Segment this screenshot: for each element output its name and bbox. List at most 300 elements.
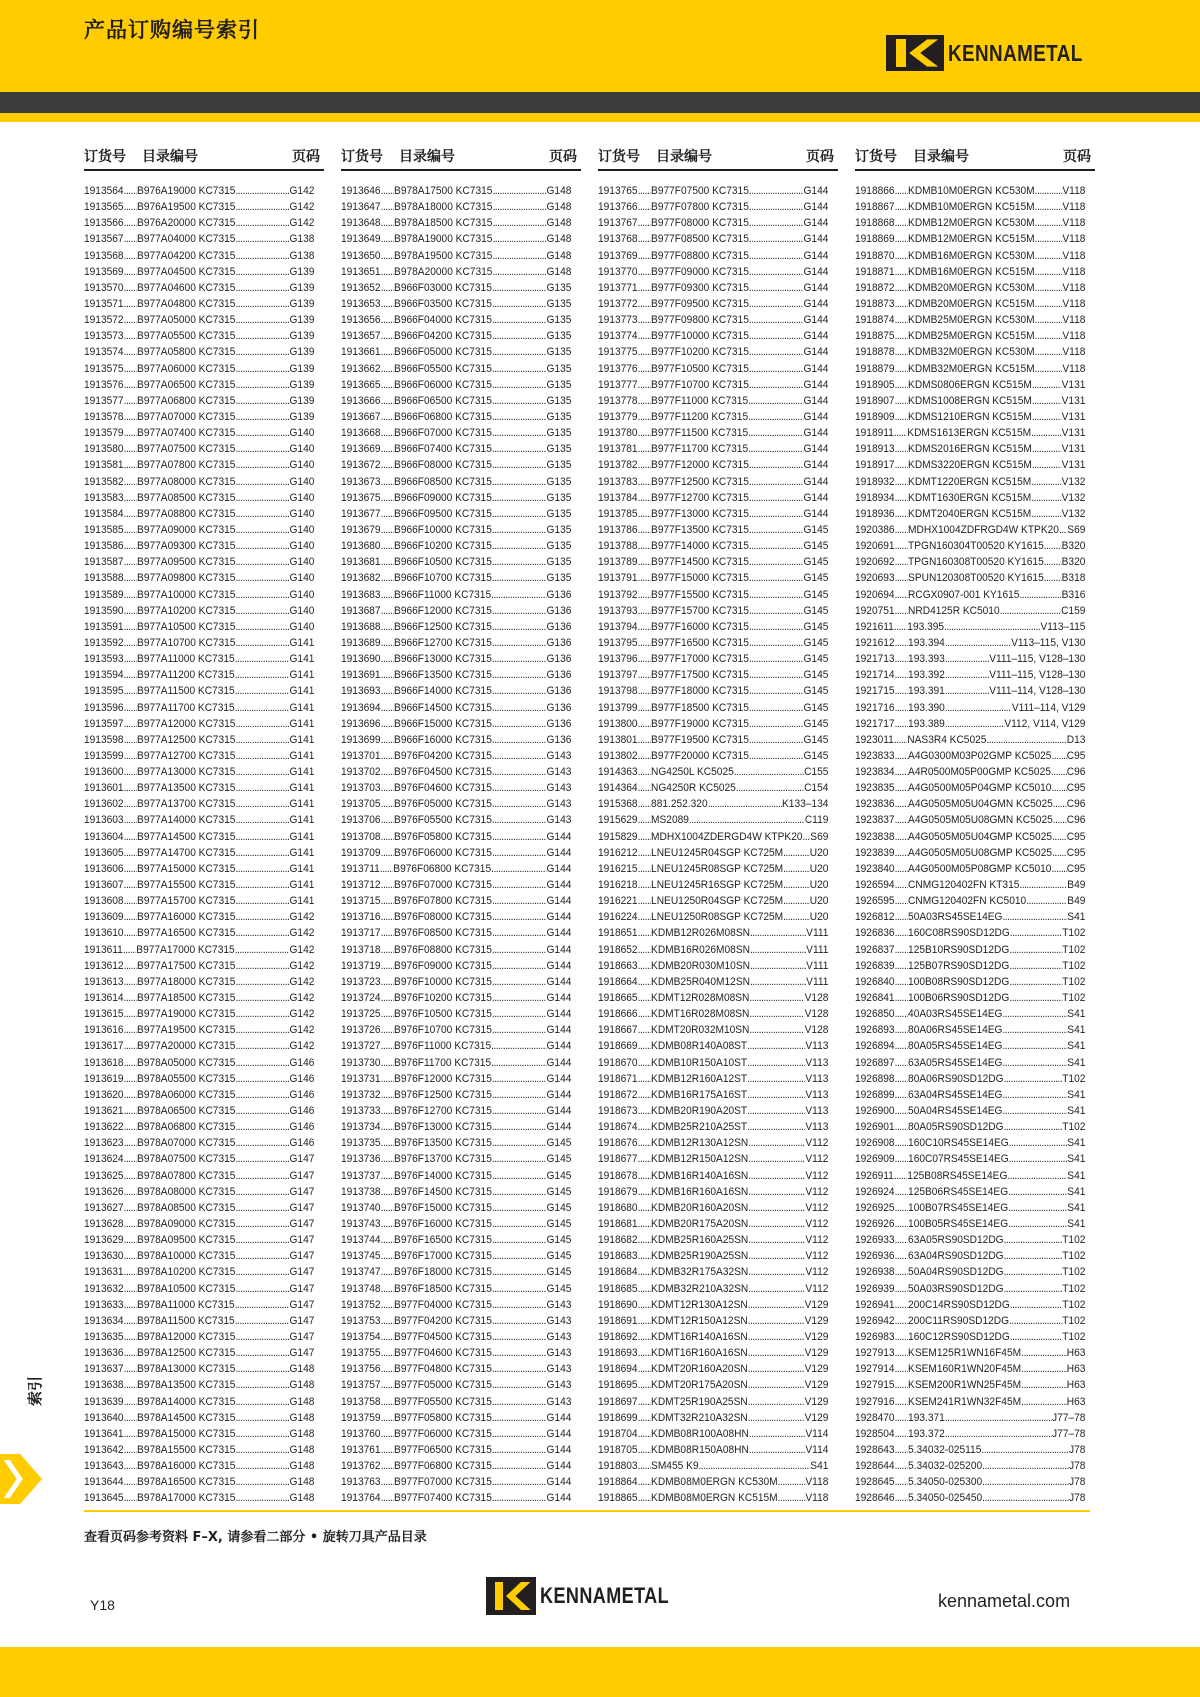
table-row	[598, 425, 828, 441]
table-row	[341, 829, 571, 845]
table-row	[84, 474, 314, 490]
catalog-number: B977A04800 KC7315	[137, 297, 236, 310]
catalog-number: B977F09000 KC7315	[651, 265, 749, 278]
leader-dots	[1010, 1297, 1062, 1313]
page-reference: G143	[546, 1363, 572, 1376]
order-number: 1913584	[84, 507, 124, 520]
page-reference: V111–115, V128–130	[989, 653, 1086, 666]
order-number: 1913576	[84, 378, 124, 391]
page-reference: V132	[1061, 507, 1086, 520]
page-reference: G139	[289, 394, 315, 407]
page-reference: S69	[1067, 523, 1086, 536]
page-reference: G140	[289, 588, 315, 601]
page-reference: G144	[803, 297, 829, 310]
leader-dots	[491, 587, 546, 603]
catalog-number: 50A03RS45SE14EG	[908, 911, 1003, 924]
leader-dots	[748, 393, 803, 409]
leader-dots	[638, 1281, 651, 1297]
table-row	[84, 554, 314, 570]
leader-dots	[748, 1264, 805, 1280]
table-row	[84, 651, 314, 667]
page-reference: C154	[804, 782, 829, 795]
order-number: 1913597	[84, 717, 124, 730]
table-row	[598, 845, 828, 861]
order-number: 1913668	[341, 427, 381, 440]
catalog-number: SPUN120308T00520 KY1615	[908, 572, 1044, 585]
header-order-number: 订货号	[341, 149, 383, 165]
leader-dots	[638, 716, 651, 732]
catalog-number: B977A10500 KC7315	[137, 620, 236, 633]
page-reference: G143	[546, 1314, 572, 1327]
table-row	[84, 1361, 314, 1377]
page-reference: G145	[803, 653, 829, 666]
table-row	[598, 409, 828, 425]
order-number: 1913784	[598, 491, 638, 504]
leader-dots	[895, 700, 908, 716]
catalog-number: B977A06500 KC7315	[137, 378, 236, 391]
catalog-number: 63A05RS90SD12DG	[908, 1234, 1004, 1247]
leader-dots	[638, 1394, 651, 1410]
order-number: 1915368	[598, 798, 638, 811]
order-number: 1913606	[84, 862, 124, 875]
leader-dots	[235, 393, 289, 409]
page-reference: G147	[289, 1347, 315, 1360]
column-header	[598, 144, 838, 171]
page-reference: S41	[1067, 1008, 1086, 1021]
leader-dots	[235, 877, 289, 893]
leader-dots	[1010, 1329, 1062, 1345]
order-number: 1913669	[341, 443, 381, 456]
order-number: 1913759	[341, 1411, 381, 1424]
leader-dots	[381, 877, 394, 893]
leader-dots	[1004, 1281, 1063, 1297]
leader-dots	[124, 958, 137, 974]
leader-dots	[638, 231, 651, 247]
order-number: 1913725	[341, 1008, 381, 1021]
leader-dots	[638, 393, 651, 409]
leader-dots	[235, 651, 290, 667]
leader-dots	[124, 1377, 137, 1393]
table-row	[341, 1410, 571, 1426]
page-reference: T102	[1062, 959, 1086, 972]
leader-dots	[124, 1345, 137, 1361]
catalog-number: B977A05800 KC7315	[137, 346, 236, 359]
table-row	[84, 490, 314, 506]
leader-dots	[381, 1394, 394, 1410]
catalog-number: B977F10200 KC7315	[651, 346, 749, 359]
header-catalog-number: 目录编号	[656, 149, 712, 165]
catalog-number: 80A06RS90SD12DG	[908, 1072, 1004, 1085]
leader-dots	[235, 1474, 289, 1490]
order-number: 1913627	[84, 1201, 124, 1214]
table-row	[341, 490, 571, 506]
order-number: 1926840	[855, 975, 895, 988]
leader-dots	[492, 909, 547, 925]
page-reference: G139	[289, 281, 315, 294]
catalog-number: B976F09000 KC7315	[394, 959, 492, 972]
index-rows	[341, 183, 581, 1507]
page-reference: T102	[1062, 1234, 1086, 1247]
order-number: 1913753	[341, 1314, 381, 1327]
order-number: 1918684	[598, 1266, 638, 1279]
catalog-number: B977F12700 KC7315	[651, 491, 749, 504]
page-reference: V111	[806, 927, 829, 940]
table-row	[598, 199, 828, 215]
table-row	[598, 1394, 828, 1410]
leader-dots	[749, 1006, 804, 1022]
table-row	[598, 619, 828, 635]
page-reference: J78	[1068, 1443, 1086, 1456]
page-reference: G139	[289, 362, 315, 375]
table-row	[341, 603, 571, 619]
leader-dots	[124, 716, 137, 732]
catalog-number: B976F18000 KC7315	[394, 1266, 492, 1279]
leader-dots	[638, 683, 651, 699]
table-row	[598, 1426, 828, 1442]
order-number: 1913763	[341, 1476, 381, 1489]
leader-dots	[982, 1458, 1069, 1474]
leader-dots	[1009, 1151, 1068, 1167]
catalog-number: B978A08000 KC7315	[137, 1185, 236, 1198]
leader-dots	[235, 1281, 289, 1297]
leader-dots	[638, 1087, 651, 1103]
order-number: 1918678	[598, 1169, 638, 1182]
table-row	[598, 183, 828, 199]
order-number: 1913646	[341, 185, 381, 197]
leader-dots	[638, 1426, 651, 1442]
order-number: 1913601	[84, 782, 124, 795]
order-number: 1913607	[84, 879, 124, 892]
catalog-number: B977A10200 KC7315	[137, 604, 236, 617]
page-reference: G141	[289, 782, 315, 795]
order-number: 1913786	[598, 523, 638, 536]
order-number: 1913583	[84, 491, 124, 504]
order-number: 1913574	[84, 346, 124, 359]
footer-rule	[84, 1510, 1090, 1512]
catalog-number: B977F14500 KC7315	[651, 556, 749, 569]
table-row	[341, 377, 571, 393]
order-number: 1918909	[855, 410, 895, 423]
catalog-number: A4G0505M05U08GMP KC5025	[908, 846, 1053, 859]
catalog-number: B977F16500 KC7315	[651, 636, 749, 649]
catalog-number: B977F14000 KC7315	[651, 540, 749, 553]
leader-dots	[124, 570, 137, 586]
order-number: 1918913	[855, 443, 895, 456]
page-reference: C96	[1066, 766, 1086, 779]
leader-dots	[492, 1216, 547, 1232]
table-row	[341, 522, 571, 538]
table-row	[598, 603, 828, 619]
page-reference: G145	[546, 1250, 572, 1263]
table-row	[84, 635, 314, 651]
page-reference: C119	[804, 814, 829, 827]
table-row	[84, 522, 314, 538]
order-number: 1913694	[341, 701, 381, 714]
catalog-number: B977F12500 KC7315	[651, 475, 749, 488]
catalog-number: B977F15500 KC7315	[651, 588, 749, 601]
leader-dots	[381, 570, 394, 586]
page-reference: S41	[1067, 1056, 1086, 1069]
leader-dots	[124, 603, 137, 619]
page-reference: S41	[1067, 1024, 1086, 1037]
leader-dots	[235, 344, 289, 360]
catalog-number: B976F13500 KC7315	[394, 1137, 492, 1150]
order-number: 1913572	[84, 314, 124, 327]
catalog-number: B978A07500 KC7315	[137, 1153, 236, 1166]
leader-dots	[1008, 1184, 1067, 1200]
leader-dots	[235, 1442, 289, 1458]
order-number: 1913744	[341, 1234, 381, 1247]
leader-dots	[235, 1297, 290, 1313]
table-row	[341, 893, 571, 909]
table-row	[598, 506, 828, 522]
order-number: 1926594	[855, 879, 895, 892]
page-reference: G144	[803, 427, 829, 440]
leader-dots	[783, 877, 810, 893]
leader-dots	[1002, 1103, 1067, 1119]
order-number: 1923837	[855, 814, 895, 827]
leader-dots	[381, 683, 394, 699]
leader-dots	[124, 377, 137, 393]
order-number: 1913620	[84, 1088, 124, 1101]
leader-dots	[895, 667, 908, 683]
leader-dots	[235, 683, 290, 699]
page-reference: G147	[289, 1298, 315, 1311]
leader-dots	[381, 909, 394, 925]
page-reference: B49	[1067, 895, 1086, 908]
catalog-number: B978A19000 KC7315	[394, 233, 493, 246]
table-row	[598, 1216, 828, 1232]
order-number: 1921717	[855, 717, 895, 730]
leader-dots	[747, 1119, 805, 1135]
page-reference: U20	[809, 895, 829, 908]
order-number: 1923839	[855, 846, 895, 859]
order-number: 1926926	[855, 1218, 895, 1230]
page-reference: G144	[803, 201, 829, 214]
page-reference: G145	[803, 685, 829, 698]
leader-dots	[124, 1490, 137, 1506]
table-row	[855, 683, 1085, 699]
page-reference: G135	[546, 362, 572, 375]
table-row	[341, 667, 571, 683]
leader-dots	[492, 1442, 547, 1458]
catalog-number: B977A15000 KC7315	[137, 862, 236, 875]
table-row	[598, 861, 828, 877]
page-reference: G142	[289, 201, 315, 214]
catalog-number: B977F16000 KC7315	[651, 620, 749, 633]
leader-dots	[1008, 1200, 1067, 1216]
catalog-number: B978A09000 KC7315	[137, 1218, 236, 1230]
catalog-number: KDMT20R175A20SN	[651, 1379, 748, 1392]
page-reference: V129	[804, 1314, 829, 1327]
order-number: 1913644	[84, 1476, 124, 1489]
catalog-number: B978A12000 KC7315	[137, 1330, 236, 1343]
table-row	[855, 635, 1085, 651]
leader-dots	[638, 570, 651, 586]
order-number: 1918663	[598, 959, 638, 972]
catalog-number: B977F18000 KC7315	[651, 685, 749, 698]
page-reference: G147	[289, 1314, 315, 1327]
table-row	[855, 393, 1085, 409]
page-reference: S41	[1067, 1185, 1086, 1198]
page-reference: G139	[289, 265, 315, 278]
page-reference: G144	[803, 233, 829, 246]
leader-dots	[894, 425, 907, 441]
order-number: 1918907	[855, 394, 895, 407]
order-number: 1913723	[341, 975, 381, 988]
catalog-number: B966F15000 KC7315	[394, 717, 492, 730]
leader-dots	[381, 732, 394, 748]
leader-dots	[895, 377, 908, 393]
leader-dots	[235, 312, 289, 328]
leader-dots	[381, 1055, 394, 1071]
leader-dots	[895, 1087, 908, 1103]
leader-dots	[124, 1006, 137, 1022]
table-row	[855, 716, 1085, 732]
leader-dots	[748, 1329, 805, 1345]
order-number: 1913610	[84, 927, 124, 940]
leader-dots	[381, 490, 394, 506]
leader-dots	[124, 393, 137, 409]
leader-dots	[1031, 425, 1062, 441]
order-number: 1918672	[598, 1088, 638, 1101]
leader-dots	[945, 635, 1011, 651]
table-row	[855, 764, 1085, 780]
leader-dots	[124, 522, 137, 538]
page-reference: C95	[1066, 862, 1086, 875]
catalog-number: B966F05500 KC7315	[394, 362, 492, 375]
table-row	[341, 1297, 571, 1313]
order-number: 1918682	[598, 1234, 638, 1247]
order-number: 1913595	[84, 685, 124, 698]
leader-dots	[492, 570, 547, 586]
catalog-number: KDMB12R026M08SN	[651, 927, 750, 940]
order-number: 1913687	[341, 604, 381, 617]
leader-dots	[124, 280, 137, 296]
order-number: 1913615	[84, 1008, 124, 1021]
leader-dots	[638, 651, 651, 667]
table-row	[855, 732, 1085, 748]
page-reference: G135	[546, 475, 572, 488]
header-catalog-number: 目录编号	[913, 149, 969, 165]
page-reference: G148	[289, 1395, 315, 1408]
leader-dots	[381, 893, 394, 909]
order-number: 1913743	[341, 1218, 381, 1230]
website-link[interactable]: kennametal.com	[938, 1591, 1071, 1611]
catalog-number: KDMT1630ERGN KC515M	[908, 491, 1032, 504]
order-number: 1913727	[341, 1040, 381, 1053]
leader-dots	[235, 925, 289, 941]
table-row	[84, 231, 314, 247]
catalog-number: A4G0500M05P08GMP KC5010	[908, 862, 1052, 875]
leader-dots	[638, 425, 651, 441]
page-reference: G141	[289, 717, 315, 730]
leader-dots	[1035, 231, 1063, 247]
catalog-number: B976F12500 KC7315	[394, 1088, 492, 1101]
leader-dots	[124, 425, 137, 441]
catalog-number: KDMB20M0ERGN KC515M	[908, 297, 1035, 310]
catalog-number: KDMT16R140A16SN	[651, 1330, 748, 1343]
header-accent-stripe	[0, 113, 1200, 122]
order-number: 1918674	[598, 1121, 638, 1134]
catalog-number: 100B05RS45SE14EG	[908, 1218, 1009, 1230]
index-column-3	[598, 144, 838, 1507]
catalog-number: B977F08000 KC7315	[651, 217, 749, 230]
order-number: 1926898	[855, 1072, 895, 1085]
leader-dots	[1059, 522, 1067, 538]
table-row	[598, 538, 828, 554]
table-row	[84, 1377, 314, 1393]
table-row	[855, 780, 1085, 796]
table-row	[341, 457, 571, 473]
catalog-number: B978A05500 KC7315	[137, 1072, 236, 1085]
order-number: 1913679	[341, 523, 381, 536]
leader-dots	[235, 199, 289, 215]
table-row	[855, 1426, 1085, 1442]
leader-dots	[492, 409, 547, 425]
page-reference: V131	[1061, 394, 1086, 407]
leader-dots	[736, 780, 804, 796]
leader-dots	[1051, 780, 1066, 796]
catalog-number: B976F17000 KC7315	[394, 1250, 492, 1263]
catalog-number: B978A11500 KC7315	[137, 1314, 235, 1327]
page-reference: G144	[546, 959, 572, 972]
leader-dots	[124, 700, 137, 716]
table-row	[598, 1232, 828, 1248]
table-row	[598, 780, 828, 796]
catalog-number: B976F14000 KC7315	[394, 1169, 492, 1182]
catalog-number: 160C07RS45SE14EG	[908, 1153, 1009, 1166]
leader-dots	[750, 974, 806, 990]
page-reference: G145	[803, 572, 829, 585]
leader-dots	[381, 1297, 394, 1313]
order-number: 1913578	[84, 410, 124, 423]
table-row	[598, 812, 828, 828]
leader-dots	[492, 506, 547, 522]
page-reference: G135	[546, 459, 572, 472]
leader-dots	[492, 1410, 547, 1426]
leader-dots	[492, 1281, 547, 1297]
page-reference: V118	[1062, 185, 1086, 197]
table-row	[84, 1103, 314, 1119]
order-number: 1913568	[84, 249, 124, 262]
leader-dots	[749, 199, 804, 215]
catalog-number: 193.372	[908, 1427, 945, 1440]
order-number: 1913796	[598, 653, 638, 666]
catalog-number: A4G0505M05U04GMN KC5025	[908, 798, 1053, 811]
leader-dots	[778, 1474, 806, 1490]
order-number: 1913782	[598, 459, 638, 472]
leader-dots	[124, 764, 137, 780]
order-number: 1918691	[598, 1314, 638, 1327]
table-row	[598, 264, 828, 280]
leader-dots	[124, 909, 137, 925]
table-row	[84, 683, 314, 699]
table-row	[855, 1345, 1085, 1361]
table-row	[84, 296, 314, 312]
table-row	[855, 1135, 1085, 1151]
table-row	[84, 441, 314, 457]
table-row	[84, 1410, 314, 1426]
leader-dots	[492, 1184, 547, 1200]
page-reference: V118	[1062, 233, 1086, 246]
leader-dots	[638, 409, 651, 425]
order-number: 1913564	[84, 185, 124, 197]
leader-dots	[124, 683, 137, 699]
table-row	[855, 796, 1085, 812]
order-number: 1913771	[598, 281, 638, 294]
leader-dots	[895, 1394, 908, 1410]
